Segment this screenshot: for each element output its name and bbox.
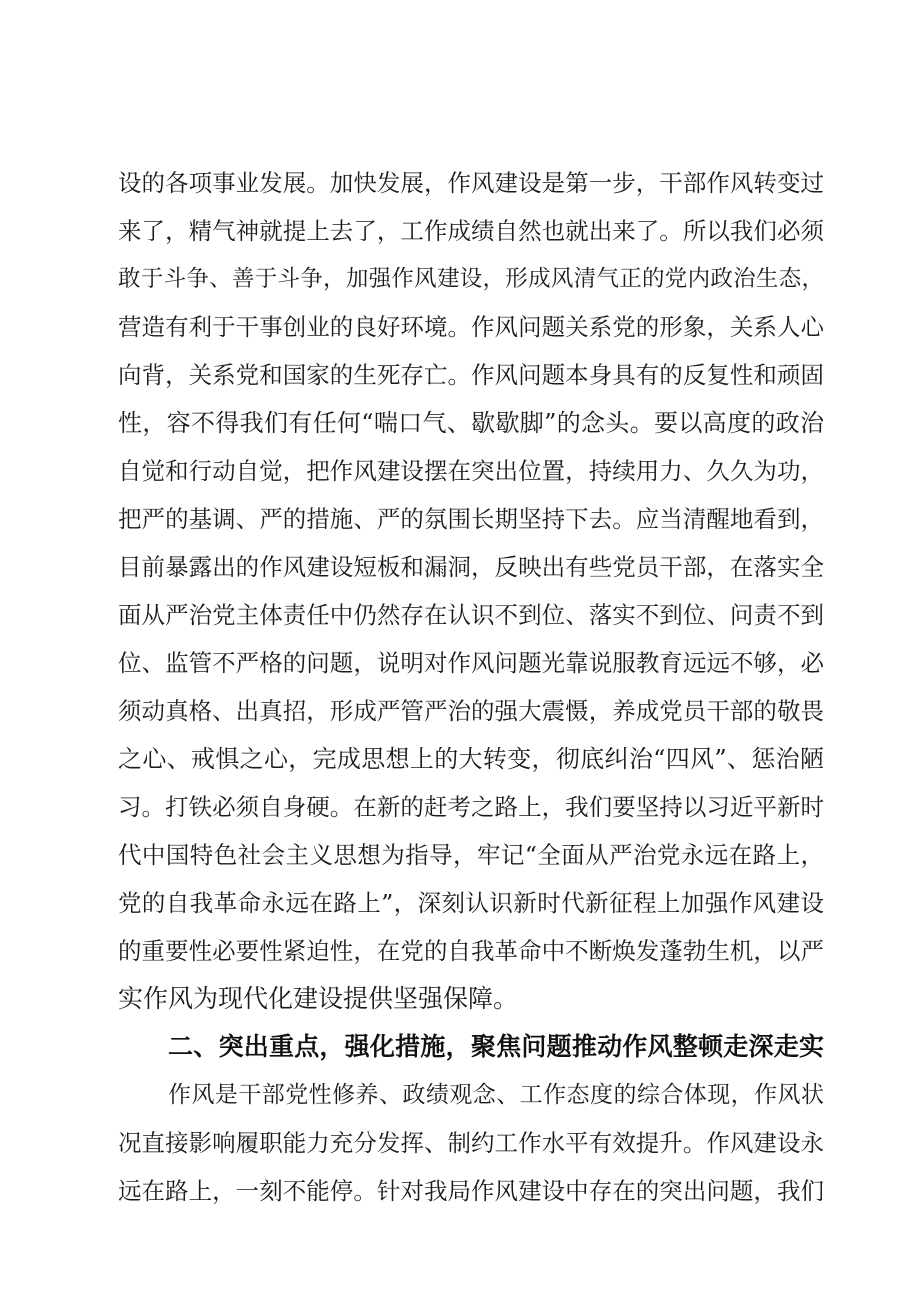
text-line: 目前暴露出的作风建设短板和漏洞，反映出有些党员干部，在落实全 [118,553,824,581]
text-line: 党的自我革命永远在路上”，深刻认识新时代新征程上加强作风建设 [118,889,824,917]
text-line: 远在路上，一刻不能停。针对我局作风建设中存在的突出问题，我们 [118,1177,824,1205]
text-line: 向背，关系党和国家的生死存亡。作风问题本身具有的反复性和顽固 [118,361,824,389]
text-line: 位、监管不严格的问题，说明对作风问题光靠说服教育远远不够，必 [118,649,824,677]
text-line: 敢于斗争、善于斗争，加强作风建设，形成风清气正的党内政治生态， [118,266,824,292]
text-line: 作风是干部党性修养、政绩观念、工作态度的综合体现，作风状 [168,1082,824,1108]
text-line: 来了，精气神就提上去了，工作成绩自然也就出来了。所以我们必须 [118,217,824,245]
text-line: 的重要性必要性紧迫性，在党的自我革命中不断焕发蓬勃生机，以严 [118,937,824,965]
text-line: 面从严治党主体责任中仍然存在认识不到位、落实不到位、问责不到 [118,601,824,629]
text-line: 之心、戒惧之心，完成思想上的大转变，彻底纠治“四风”、惩治陋 [118,745,824,773]
text-line: 营造有利于干事创业的良好环境。作风问题关系党的形象，关系人心 [118,313,824,341]
text-line: 习。打铁必须自身硬。在新的赶考之路上，我们要坚持以习近平新时 [118,793,824,821]
text-line: 设的各项事业发展。加快发展，作风建设是第一步，干部作风转变过 [118,169,824,197]
text-line: 性，容不得我们有任何“喘口气、歇歇脚”的念头。要以高度的政治 [118,409,824,437]
text-line: 把严的基调、严的措施、严的氛围长期坚持下去。应当清醒地看到， [118,505,824,533]
text-line: 况直接影响履职能力充分发挥、制约工作水平有效提升。作风建设永 [118,1129,824,1157]
section-heading: 二、突出重点，强化措施，聚焦问题推动作风整顿走深走实 [168,1032,824,1061]
text-line: 实作风为现代化建设提供坚强保障。 [118,984,519,1013]
text-line: 代中国特色社会主义思想为指导，牢记“全面从严治党永远在路上， [118,841,824,869]
text-line: 须动真格、出真招，形成严管严治的强大震慑，养成党员干部的敬畏 [118,697,824,725]
text-line: 自觉和行动自觉，把作风建设摆在突出位置，持续用力、久久为功， [118,457,824,485]
